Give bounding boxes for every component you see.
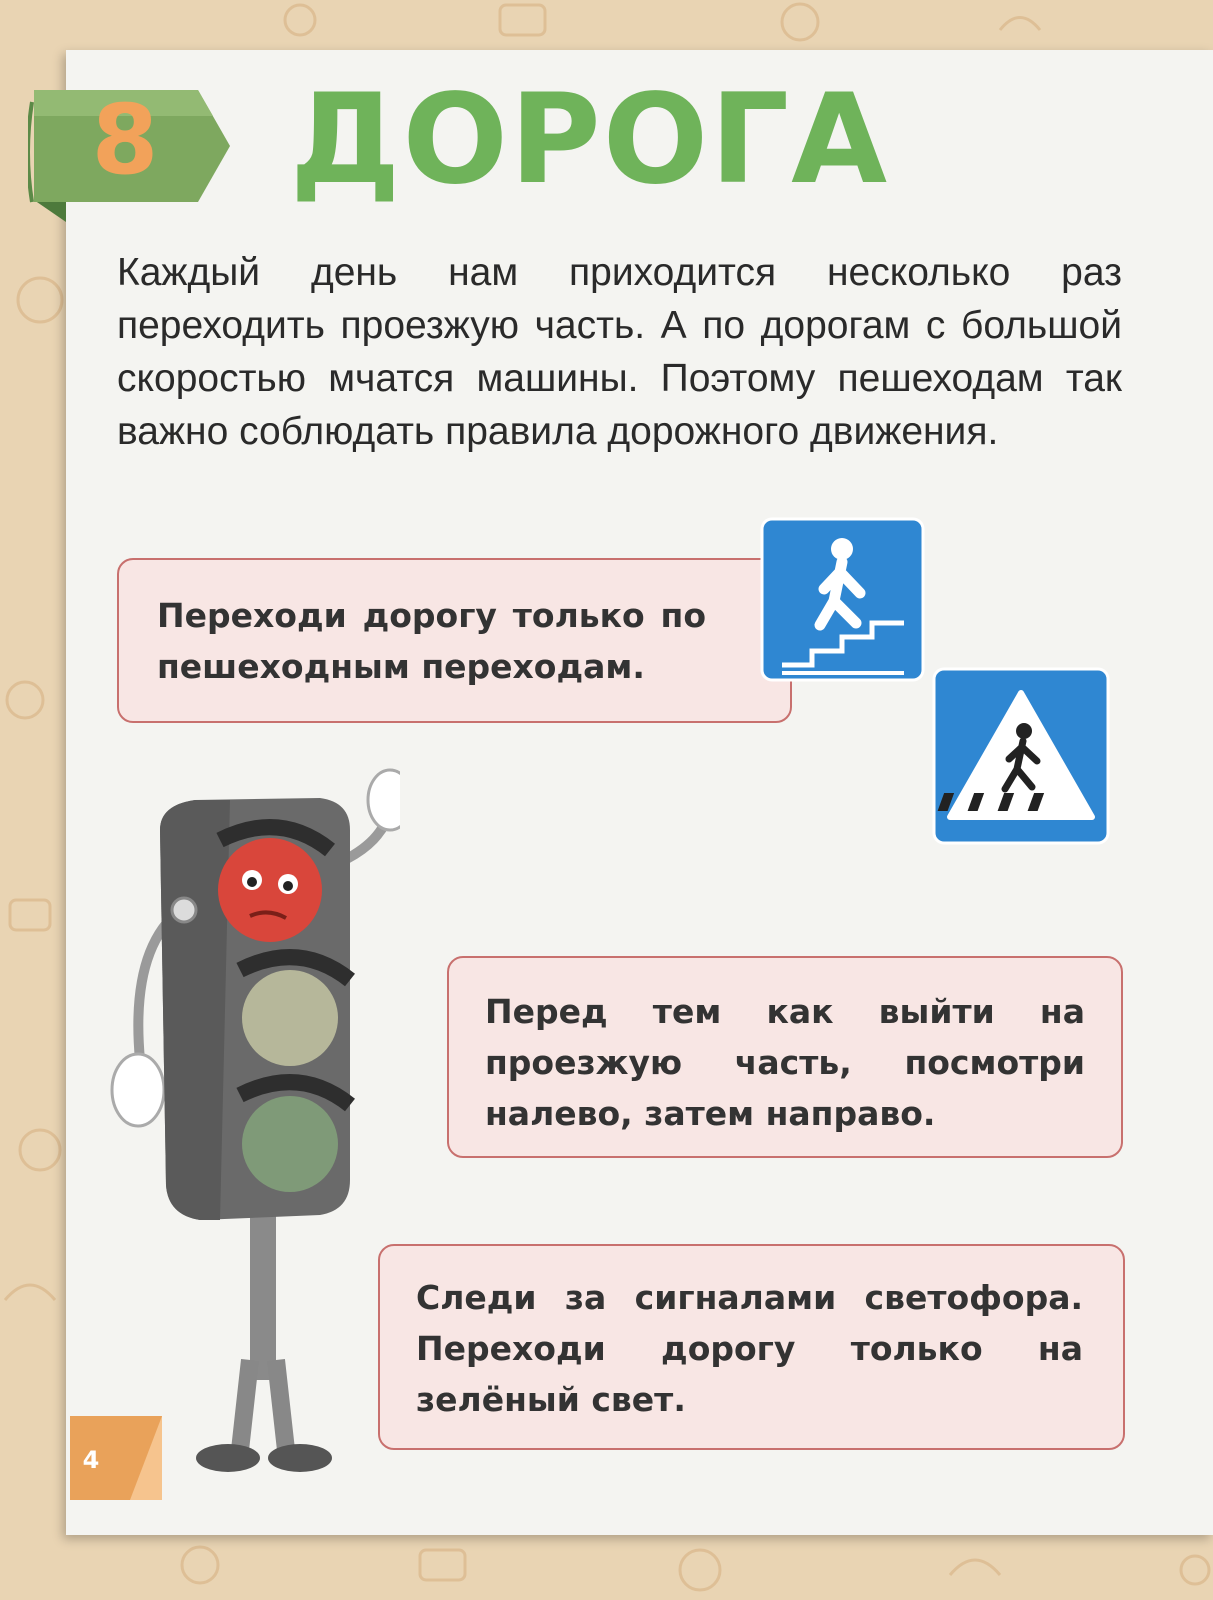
pedestrian-crossing-sign-icon [932, 667, 1110, 845]
intro-paragraph: Каждый день нам приходится несколько раз переходить проезжую часть. А по дорогам с большой скоростью мчатся машины. Поэтому пешеходам так важно соблюдать правила дорожного движения. [117, 251, 1122, 453]
rule-box-look-both-ways [447, 956, 1123, 1158]
underpass-sign-icon [760, 517, 925, 682]
rule-box-traffic-signals [378, 1244, 1125, 1450]
traffic-light-character [100, 760, 400, 1480]
rule-text: Перед тем как выйти на проезжую часть, посмотри налево, затем направо. [485, 992, 1085, 1133]
page-number: 4 [82, 1446, 100, 1474]
chapter-number: 8 [91, 84, 159, 196]
rule-text: Следи за сигналами светофора. Переходи дорогу только на зелёный свет. [416, 1278, 1083, 1419]
rule-text: Переходи дорогу только по пешеходным переходам. [157, 596, 706, 686]
rule-box-crosswalks [117, 558, 792, 723]
page-title: ДОРОГА [290, 68, 890, 212]
